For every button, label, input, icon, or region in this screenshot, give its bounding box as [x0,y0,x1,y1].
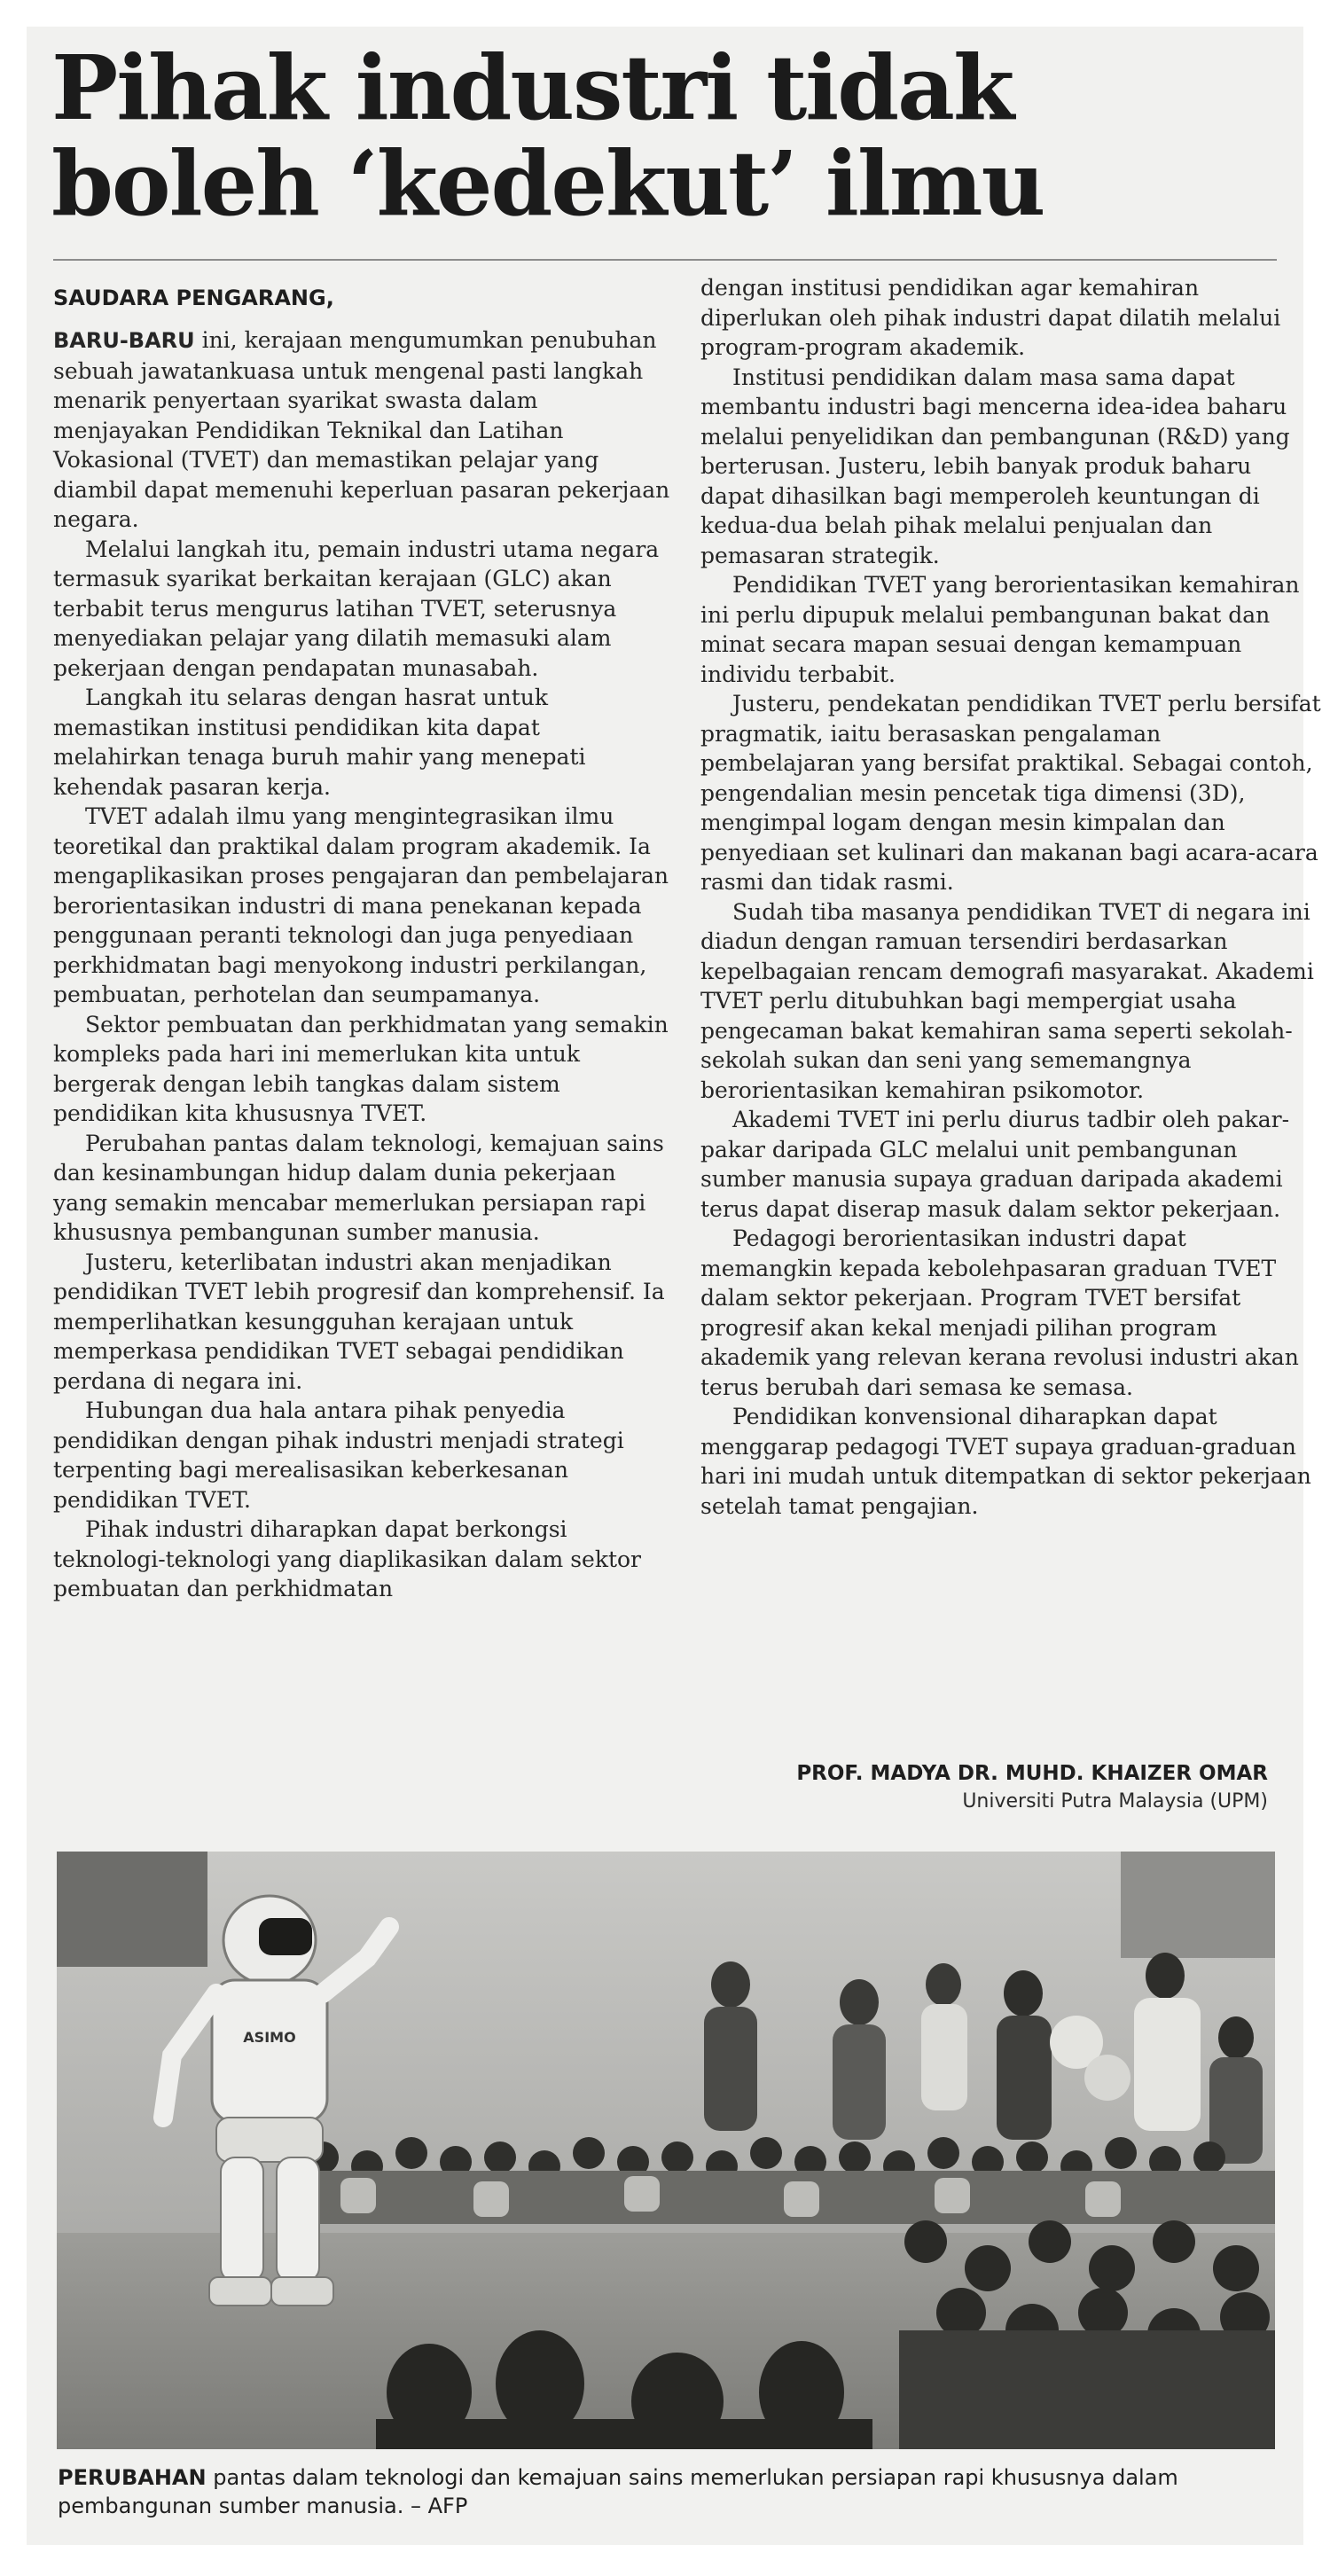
caption-text: pantas dalam teknologi dan kemajuan sains memerlukan persiapan rapi khususnya dalam pembangunan sumber manusia. – AFP [58,2465,1178,2518]
article-paragraph: Melalui langkah itu, pemain industri utama negara termasuk syarikat berkaitan kerajaan (GLC) akan terbabit terus mengurus latihan TVET, seterusnya menyediakan pelajar yang dilatih memasuki alam pekerjaan dengan pendapatan munasabah. [53,536,660,681]
article-paragraph: Pendidikan TVET yang berorientasikan kemahiran ini perlu dipupuk melalui pembangunan bakat dan minat secara mapan sesuai dengan kemampuan individu terbabit. [700,572,1300,687]
article-paragraph [53,325,674,535]
dark-panel [57,1852,207,1967]
article-paragraph: Pihak industri diharapkan dapat berkongsi teknologi-teknologi yang diaplikasikan dalam sektor pembuatan dan perkhidmatan [53,1516,642,1601]
headline-line-1: Pihak industri tidak [51,35,1013,140]
article-paragraph: Akademi TVET ini perlu diurus tadbir oleh pakar-pakar daripada GLC melalui unit pembangunan sumber manusia supaya graduan daripada akademi terus dapat diserap masuk dalam sektor pekerjaan. [700,1107,1290,1222]
article-paragraph: Justeru, pendekatan pendidikan TVET perlu bersifat pragmatik, iaitu berasaskan pengalaman pembelajaran yang bersifat praktikal. Sebagai contoh, pengendalian mesin pencetak tiga dimensi (3D), mengimpal logam dengan mesin kimpalan dan penyediaan set kulinari dan makanan bagi acara-acara rasmi dan tidak rasmi. [700,691,1321,895]
photo-caption [58,2463,1281,2520]
article-paragraph: Pendidikan konvensional diharapkan dapat menggarap pedagogi TVET supaya graduan-graduan hari ini mudah untuk ditempatkan di sektor pekerjaan setelah tamat pengajian. [700,1404,1311,1519]
article-paragraph: Pedagogi berorientasikan industri dapat memangkin kepada kebolehpasaran graduan TVET dalam sektor pekerjaan. Program TVET bersifat progresif akan kekal menjadi pilihan program akademik yang relevan kerana revolusi industri akan terus berubah dari semasa ke semasa. [700,1225,1299,1400]
article-paragraph: Langkah itu selaras dengan hasrat untuk memastikan institusi pendidikan kita dapat melahirkan tenaga buruh mahir yang menepati kehendak pasaran kerja. [53,685,586,800]
salutation: SAUDARA PENGARANG, [53,286,334,310]
article-paragraph: Justeru, keterlibatan industri akan menjadikan pendidikan TVET lebih progresif dan komprehensif. Ia memperlihatkan kesungguhan kerajaan untuk memperkasa pendidikan TVET sebagai pendidikan perdana di negara ini. [53,1249,665,1394]
article-paragraph: Perubahan pantas dalam teknologi, kemajuan sains dan kesinambungan hidup dalam dunia pekerjaan yang semakin mencabar memerlukan persiapan rapi khususnya pembangunan sumber manusia. [53,1130,664,1245]
article-column-left [53,284,674,1604]
headline-divider [53,259,1277,261]
article-paragraph: Sektor pembuatan dan perkhidmatan yang semakin kompleks pada hari ini memerlukan kita untuk bergerak dengan lebih tangkas dalam sistem pendidikan kita khususnya TVET. [53,1011,669,1126]
author-affiliation: Universiti Putra Malaysia (UPM) [962,1790,1268,1813]
newspaper-clipping [27,27,1321,2545]
news-photo [57,1852,1275,2449]
headline [51,35,1293,236]
author-signature [796,1759,1268,1816]
article-paragraph: Institusi pendidikan dalam masa sama dapat membantu industri bagi mencerna idea-idea baharu melalui penyelidikan dan pembangunan (R&D) yang berterusan. Justeru, lebih banyak produk baharu dapat dihasilkan bagi memperoleh keuntungan di kedua-dua belah pihak melalui penjualan dan pemasaran strategik. [700,364,1290,568]
article-paragraph: dengan institusi pendidikan agar kemahiran diperlukan oleh pihak industri dapat dilatih melalui program-program akademik. [700,275,1281,360]
paragraph-text: ini, kerajaan mengumumkan penubuhan sebuah jawatankuasa untuk mengenal pasti langkah menarik penyertaan syarikat swasta dalam menjayakan Pendidikan Teknikal dan Latihan Vokasional (TVET) dan memastikan pelajar yang diambil dapat memenuhi keperluan pasaran pekerjaan negara. [53,327,670,532]
robot-crowd-photo [57,1852,1275,2449]
robot-label: ASIMO [243,2029,296,2046]
headline-line-2: boleh ‘kedekut’ ilmu [51,131,1044,236]
caption-lead: PERUBAHAN [58,2465,207,2490]
lead-word: BARU-BARU [53,328,195,353]
article-paragraph: Sudah tiba masanya pendidikan TVET di negara ini diadun dengan ramuan tersendiri berdasarkan kepelbagaian rencam demografi masyarakat. Akademi TVET perlu ditubuhkan bagi mempergiat usaha pengecaman bakat kemahiran sama seperti sekolah-sekolah sukan dan seni yang sememangnya berorientasikan kemahiran psikomotor. [700,898,1314,1103]
article-paragraph: TVET adalah ilmu yang mengintegrasikan ilmu teoretikal dan praktikal dalam program akademik. Ia mengaplikasikan proses pengajaran dan pembelajaran berorientasikan industri di mana penekanan kepada penggunaan peranti teknologi dan juga penyediaan perkhidmatan bagi menyokong industri perkilangan, pembuatan, perhotelan dan seumpamanya. [53,803,669,1007]
author-name: PROF. MADYA DR. MUHD. KHAIZER OMAR [796,1762,1268,1785]
article-column-right [700,273,1321,1521]
article-paragraph: Hubungan dua hala antara pihak penyedia pendidikan dengan pihak industri menjadi strategi terpenting bagi merealisasikan keberkesanan pendidikan TVET. [53,1398,624,1513]
